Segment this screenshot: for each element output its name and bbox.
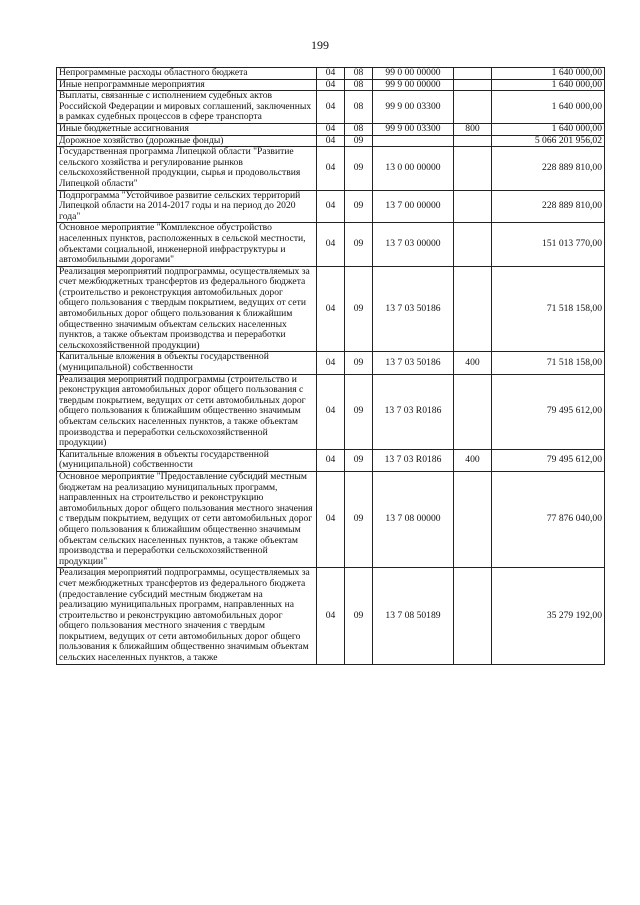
- amount-cell: 228 889 810,00: [492, 147, 605, 190]
- table-row: [57, 449, 605, 471]
- expense-name-cell: Основное мероприятие "Комплексное обустройство населенных пунктов, расположенных в сельской местности, объектами социальной, инженерной инфраструктуры и автомобильными дорогами": [57, 223, 317, 266]
- section-code-cell: 04: [317, 449, 345, 471]
- table-row: [57, 123, 605, 135]
- section-code-cell: 04: [317, 190, 345, 223]
- target-article-cell: 13 7 00 00000: [373, 190, 454, 223]
- expense-type-cell: 400: [454, 352, 492, 374]
- expense-name-cell: Выплаты, связанные с исполнением судебных актов Российской Федерации и мировых соглашений, заключенных в рамках судебных процессов в сфере транспорта: [57, 91, 317, 124]
- target-article-cell: 13 7 03 50186: [373, 352, 454, 374]
- expense-type-cell: [454, 68, 492, 80]
- section-code-cell: 04: [317, 135, 345, 147]
- target-article-cell: 13 7 03 50186: [373, 266, 454, 352]
- table-row: [57, 352, 605, 374]
- subsection-code-cell: 09: [345, 266, 373, 352]
- table-row: [57, 68, 605, 80]
- expense-name-cell: Непрограммные расходы областного бюджета: [57, 68, 317, 80]
- amount-cell: 228 889 810,00: [492, 190, 605, 223]
- expense-type-cell: [454, 147, 492, 190]
- expense-name-cell: Государственная программа Липецкой области "Развитие сельского хозяйства и регулирование рынков сельскохозяйственной продукции, сырья и продовольствия Липецкой области": [57, 147, 317, 190]
- amount-cell: 1 640 000,00: [492, 68, 605, 80]
- expense-type-cell: [454, 79, 492, 91]
- expense-name-cell: Иные бюджетные ассигнования: [57, 123, 317, 135]
- amount-cell: 71 518 158,00: [492, 266, 605, 352]
- section-code-cell: 04: [317, 352, 345, 374]
- expense-name-cell: Капитальные вложения в объекты государственной (муниципальной) собственности: [57, 449, 317, 471]
- amount-cell: 71 518 158,00: [492, 352, 605, 374]
- expense-name-cell: Иные непрограммные мероприятия: [57, 79, 317, 91]
- amount-cell: 77 876 040,00: [492, 471, 605, 567]
- expense-type-cell: [454, 223, 492, 266]
- subsection-code-cell: 08: [345, 123, 373, 135]
- subsection-code-cell: 09: [345, 147, 373, 190]
- expense-type-cell: [454, 568, 492, 664]
- table-row: [57, 135, 605, 147]
- target-article-cell: 99 9 00 03300: [373, 91, 454, 124]
- subsection-code-cell: 09: [345, 223, 373, 266]
- expense-type-cell: 400: [454, 449, 492, 471]
- subsection-code-cell: 09: [345, 352, 373, 374]
- table-row: [57, 190, 605, 223]
- section-code-cell: 04: [317, 91, 345, 124]
- target-article-cell: 13 7 03 00000: [373, 223, 454, 266]
- expense-type-cell: [454, 374, 492, 449]
- expense-name-cell: Капитальные вложения в объекты государственной (муниципальной) собственности: [57, 352, 317, 374]
- section-code-cell: 04: [317, 223, 345, 266]
- expense-type-cell: 800: [454, 123, 492, 135]
- subsection-code-cell: 09: [345, 449, 373, 471]
- expense-name-cell: Дорожное хозяйство (дорожные фонды): [57, 135, 317, 147]
- amount-cell: 1 640 000,00: [492, 79, 605, 91]
- section-code-cell: 04: [317, 471, 345, 567]
- subsection-code-cell: 09: [345, 374, 373, 449]
- expense-name-cell: Реализация мероприятий подпрограммы, осуществляемых за счет межбюджетных трансфертов из федерального бюджета (строительство и реконструкция автомобильных дорог общего пользования с твердым покрытием, ведущих от сети автомобильных дорог общего пользования к ближайшим общественно значимым объектам сельских населенных пунктов, а также объектам производства и переработки сельскохозяйственной продукции): [57, 266, 317, 352]
- budget-table-body: [57, 68, 605, 665]
- target-article-cell: [373, 135, 454, 147]
- amount-cell: 79 495 612,00: [492, 374, 605, 449]
- table-row: [57, 223, 605, 266]
- target-article-cell: 99 0 00 00000: [373, 68, 454, 80]
- section-code-cell: 04: [317, 79, 345, 91]
- subsection-code-cell: 08: [345, 79, 373, 91]
- subsection-code-cell: 09: [345, 568, 373, 664]
- expense-type-cell: [454, 135, 492, 147]
- target-article-cell: 13 7 03 R0186: [373, 374, 454, 449]
- amount-cell: 5 066 201 956,02: [492, 135, 605, 147]
- target-article-cell: 99 9 00 03300: [373, 123, 454, 135]
- expense-name-cell: Подпрограмма "Устойчивое развитие сельских территорий Липецкой области на 2014-2017 годы и на период до 2020 года": [57, 190, 317, 223]
- target-article-cell: 13 0 00 00000: [373, 147, 454, 190]
- expense-type-cell: [454, 471, 492, 567]
- amount-cell: 79 495 612,00: [492, 449, 605, 471]
- budget-table: [56, 67, 605, 665]
- table-row: [57, 568, 605, 664]
- expense-name-cell: Основное мероприятие "Предоставление субсидий местным бюджетам на реализацию муниципальных программ, направленных на строительство и реконструкцию автомобильных дорог общего пользования местного значения с твердым покрытием, ведущих от сети автомобильных дорог общего пользования к ближайшим общественно значимым объектам сельских населенных пунктов, а также объектам производства и переработки сельскохозяйственной продукции": [57, 471, 317, 567]
- table-row: [57, 91, 605, 124]
- target-article-cell: 13 7 03 R0186: [373, 449, 454, 471]
- table-row: [57, 266, 605, 352]
- subsection-code-cell: 09: [345, 471, 373, 567]
- amount-cell: 1 640 000,00: [492, 91, 605, 124]
- expense-type-cell: [454, 91, 492, 124]
- section-code-cell: 04: [317, 147, 345, 190]
- expense-name-cell: Реализация мероприятий подпрограммы, осуществляемых за счет межбюджетных трансфертов из федерального бюджета (предоставление субсидий местным бюджетам на реализацию муниципальных программ, направленных на строительство и реконструкцию автомобильных дорог общего пользования местного значения с твердым покрытием, ведущих от сети автомобильных дорог общего пользования к ближайшим общественно значимым объектам сельских населенных пунктов, а также: [57, 568, 317, 664]
- section-code-cell: 04: [317, 568, 345, 664]
- target-article-cell: 13 7 08 50189: [373, 568, 454, 664]
- table-row: [57, 79, 605, 91]
- amount-cell: 35 279 192,00: [492, 568, 605, 664]
- section-code-cell: 04: [317, 374, 345, 449]
- section-code-cell: 04: [317, 68, 345, 80]
- expense-type-cell: [454, 190, 492, 223]
- subsection-code-cell: 08: [345, 91, 373, 124]
- subsection-code-cell: 09: [345, 190, 373, 223]
- section-code-cell: 04: [317, 123, 345, 135]
- page-number: 199: [311, 38, 329, 52]
- target-article-cell: 99 9 00 00000: [373, 79, 454, 91]
- subsection-code-cell: 09: [345, 135, 373, 147]
- subsection-code-cell: 08: [345, 68, 373, 80]
- table-row: [57, 147, 605, 190]
- expense-type-cell: [454, 266, 492, 352]
- table-row: [57, 471, 605, 567]
- amount-cell: 151 013 770,00: [492, 223, 605, 266]
- expense-name-cell: Реализация мероприятий подпрограммы (строительство и реконструкция автомобильных дорог общего пользования с твердым покрытием, ведущих от сети автомобильных дорог общего пользования к ближайшим общественно значимым объектам сельских населенных пунктов, а также объектам производства и переработки сельскохозяйственной продукции): [57, 374, 317, 449]
- table-row: [57, 374, 605, 449]
- amount-cell: 1 640 000,00: [492, 123, 605, 135]
- section-code-cell: 04: [317, 266, 345, 352]
- target-article-cell: 13 7 08 00000: [373, 471, 454, 567]
